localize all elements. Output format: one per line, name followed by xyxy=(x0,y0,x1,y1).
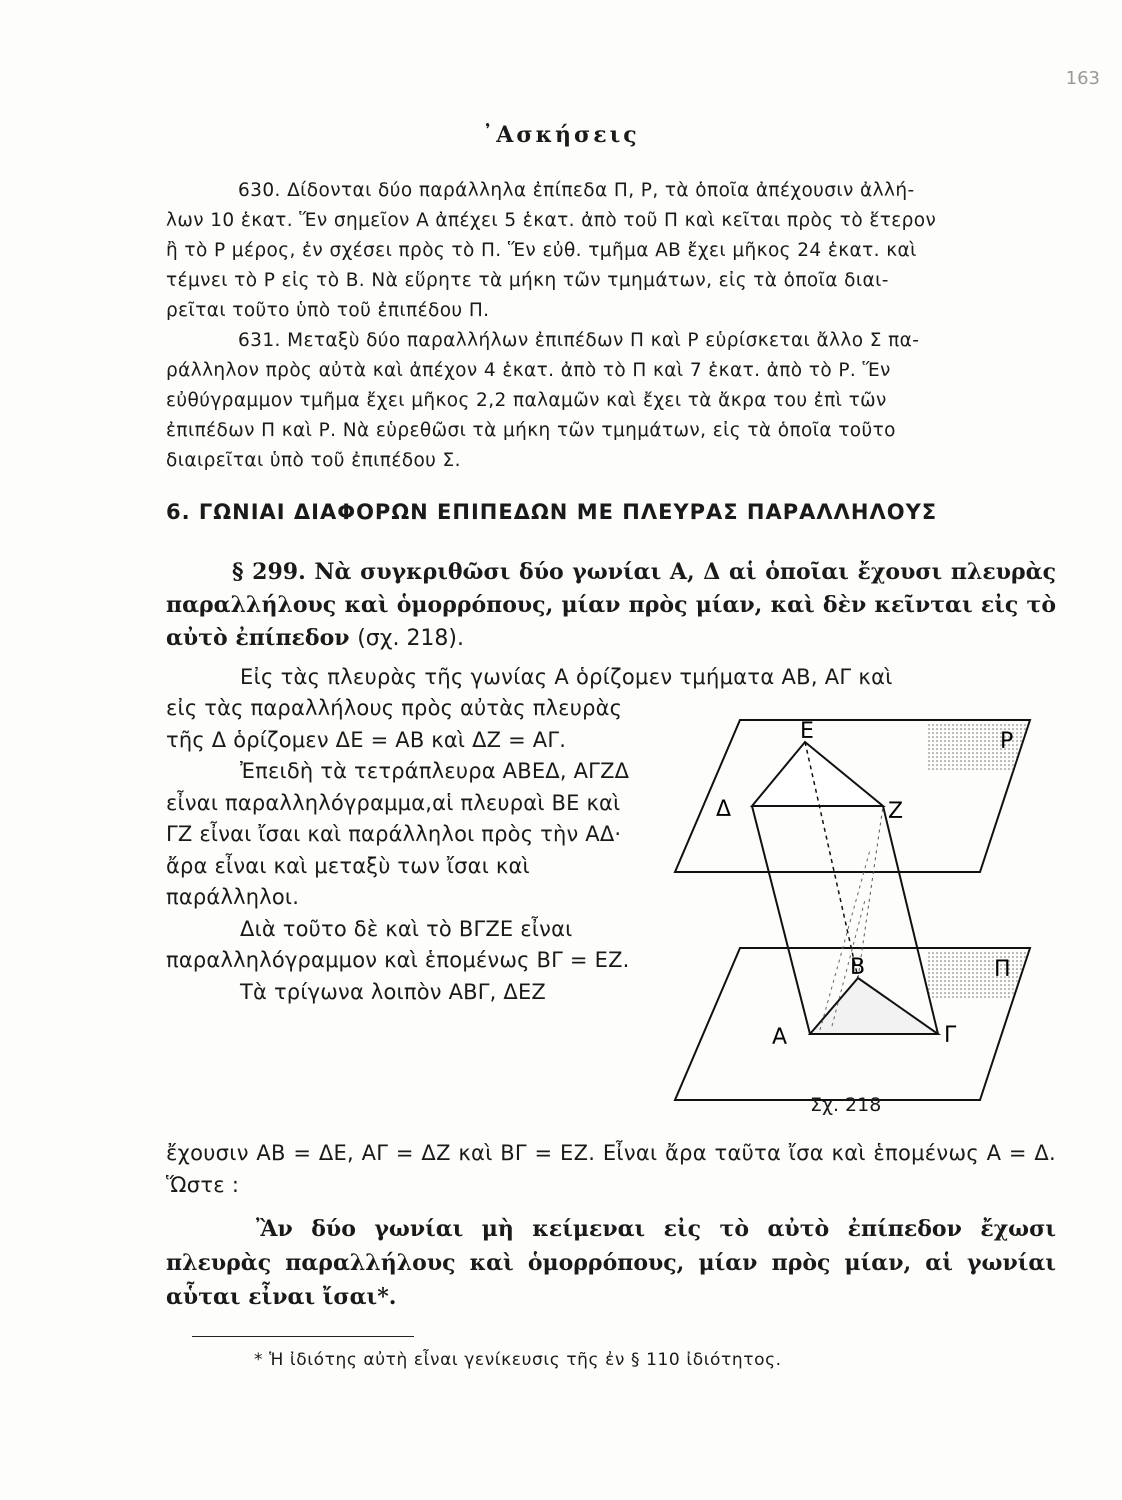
theorem-conclusion xyxy=(166,1212,1056,1314)
theorem-text: Νὰ συγκριθῶσι δύο γωνίαι Α, Δ αἱ ὁποῖαι ἔχουσι πλευρὰς παραλλήλους καὶ ὁμορρόπους, μίαν πρὸς μίαν, καὶ δὲν κεῖνται εἰς τὸ αὐτὸ ἐπίπεδον xyxy=(166,559,1056,651)
exercise-line: Μεταξὺ δύο παραλλήλων ἐπιπέδων Π καὶ Ρ εὑρίσκεται ἄλλο Σ πα- xyxy=(287,330,920,351)
theorem-statement xyxy=(166,556,1056,655)
label-b: Β xyxy=(850,955,866,980)
exercise-number: 631. xyxy=(238,330,281,351)
edge-zg xyxy=(883,806,938,1034)
proof-paragraph: Διὰ τοῦτο δὲ καὶ τὸ ΒΓΖΕ εἶναι παραλληλόγραμμον καὶ ἑπομένως ΒΓ = ΕΖ. xyxy=(166,916,630,972)
label-d: Δ xyxy=(716,797,732,822)
exercise-line: ρεῖται τοῦτο ὑπὸ τοῦ ἐπιπέδου Π. xyxy=(166,300,490,321)
proof-paragraph: εἰς τὰς παραλλήλους πρὸς αὐτὰς πλευρὰς τῆς Δ ὁρίζομεν ΔΕ = ΑΒ καὶ ΔΖ = ΑΓ. xyxy=(166,696,623,752)
label-a: Α xyxy=(772,1025,788,1050)
exercise-line: Δίδονται δύο παράλληλα ἐπίπεδα Π, Ρ, τὰ ὁποῖα ἀπέχουσιν ἀλλή- xyxy=(287,180,915,201)
plane-pi-shading xyxy=(928,950,1028,998)
label-z: Ζ xyxy=(888,799,904,824)
exercise-line: διαιρεῖται ὑπὸ τοῦ ἐπιπέδου Σ. xyxy=(166,450,461,471)
exercise-line: ἐπιπέδων Π καὶ Ρ. Νὰ εὑρεθῶσι τὰ μήκη τῶν τμημάτων, εἰς τὰ ὁποῖα τοῦτο xyxy=(166,420,896,441)
triangle-dez xyxy=(752,742,883,806)
figure-caption: Σχ. 218 xyxy=(810,1094,882,1116)
hidden-edge xyxy=(858,806,883,978)
paragraph-number: § 299. xyxy=(232,559,306,585)
proof-end-text: ἔχουσιν ΑΒ = ΔΕ, ΑΓ = ΔΖ καὶ ΒΓ = ΕΖ. Εἶναι ἄρα ταῦτα ἴσα καὶ ἑπομένως Α = Δ. Ὥστε : xyxy=(166,1141,1056,1197)
triangle-abg xyxy=(810,978,938,1034)
proof-column xyxy=(166,693,636,1008)
proof-end xyxy=(166,1137,1056,1201)
exercise-line: ράλληλον πρὸς αὐτὰ καὶ ἀπέχον 4 ἑκατ. ἀπὸ τὸ Π καὶ 7 ἑκατ. ἀπὸ τὸ Ρ. Ἕν xyxy=(166,360,891,381)
label-g: Γ xyxy=(944,1023,957,1048)
exercise-line: τέμνει τὸ Ρ εἰς τὸ Β. Νὰ εὕρητε τὰ μήκη τῶν τμημάτων, εἰς τὰ ὁποῖα διαι- xyxy=(166,270,889,291)
footnote: * Ἡ ἰδιότης αὐτὴ εἶναι γενίκευσις τῆς ἐν § 110 ἰδιότητος. xyxy=(254,1350,782,1370)
exercise-number: 630. xyxy=(238,180,281,201)
section-title: ᾿Ασκήσεις xyxy=(482,122,640,148)
page-number: 163 xyxy=(1065,68,1100,89)
geometry-figure xyxy=(660,700,1040,1120)
label-pi: Π xyxy=(994,957,1011,982)
exercise-line: εὐθύγραμμον τμῆμα ἔχει μῆκος 2,2 παλαμῶν καὶ ἔχει τὰ ἄκρα του ἐπὶ τῶν xyxy=(166,390,887,411)
proof-paragraph: Τὰ τρίγωνα λοιπὸν ΑΒΓ, ΔΕΖ xyxy=(240,979,547,1004)
label-p: Ρ xyxy=(1000,729,1014,754)
exercise-630 xyxy=(166,176,1056,326)
figure-reference: (σχ. 218). xyxy=(357,626,465,651)
exercise-631 xyxy=(166,326,1056,476)
proof-intro: Εἰς τὰς πλευρὰς τῆς γωνίας Α ὁρίζομεν τμήματα ΑΒ, ΑΓ καὶ xyxy=(240,665,893,689)
label-e: Ε xyxy=(800,719,814,744)
conclusion-text: Ἂν δύο γωνίαι μὴ κείμεναι εἰς τὸ αὐτὸ ἐπίπεδον ἔχωσι πλευρὰς παραλλήλους καὶ ὁμορρόπους, μίαν πρὸς μίαν, αἱ γωνίαι αὗται εἶναι ἴσαι*. xyxy=(166,1216,1056,1310)
exercise-line: λων 10 ἑκατ. Ἕν σημεῖον Α ἀπέχει 5 ἑκατ. ἀπὸ τοῦ Π καὶ κεῖται πρὸς τὸ ἕτερον xyxy=(166,210,937,231)
proof-paragraph: Ἐπειδὴ τὰ τετράπλευρα ΑΒΕΔ, ΑΓΖΔ εἶναι παραλληλόγραμμα,αἱ πλευραὶ ΒΕ καὶ ΓΖ εἶναι ἴσαι καὶ παράλληλοι πρὸς τὴν ΑΔ· ἄρα εἶναι καὶ μεταξὺ των ἴσαι καὶ παράλληλοι. xyxy=(166,759,630,909)
footnote-rule xyxy=(192,1336,414,1337)
exercise-line: ἢ τὸ Ρ μέρος, ἐν σχέσει πρὸς τὸ Π. Ἕν εὐθ. τμῆμα ΑΒ ἔχει μῆκος 24 ἑκατ. καὶ xyxy=(166,240,917,261)
chapter-heading: 6. ΓΩΝΙΑΙ ΔΙΑΦΟΡΩΝ ΕΠΙΠΕΔΩΝ ΜΕ ΠΛΕΥΡΑΣ ΠΑΡΑΛΛΗΛΟΥΣ xyxy=(166,500,938,524)
edge-da xyxy=(752,806,810,1034)
